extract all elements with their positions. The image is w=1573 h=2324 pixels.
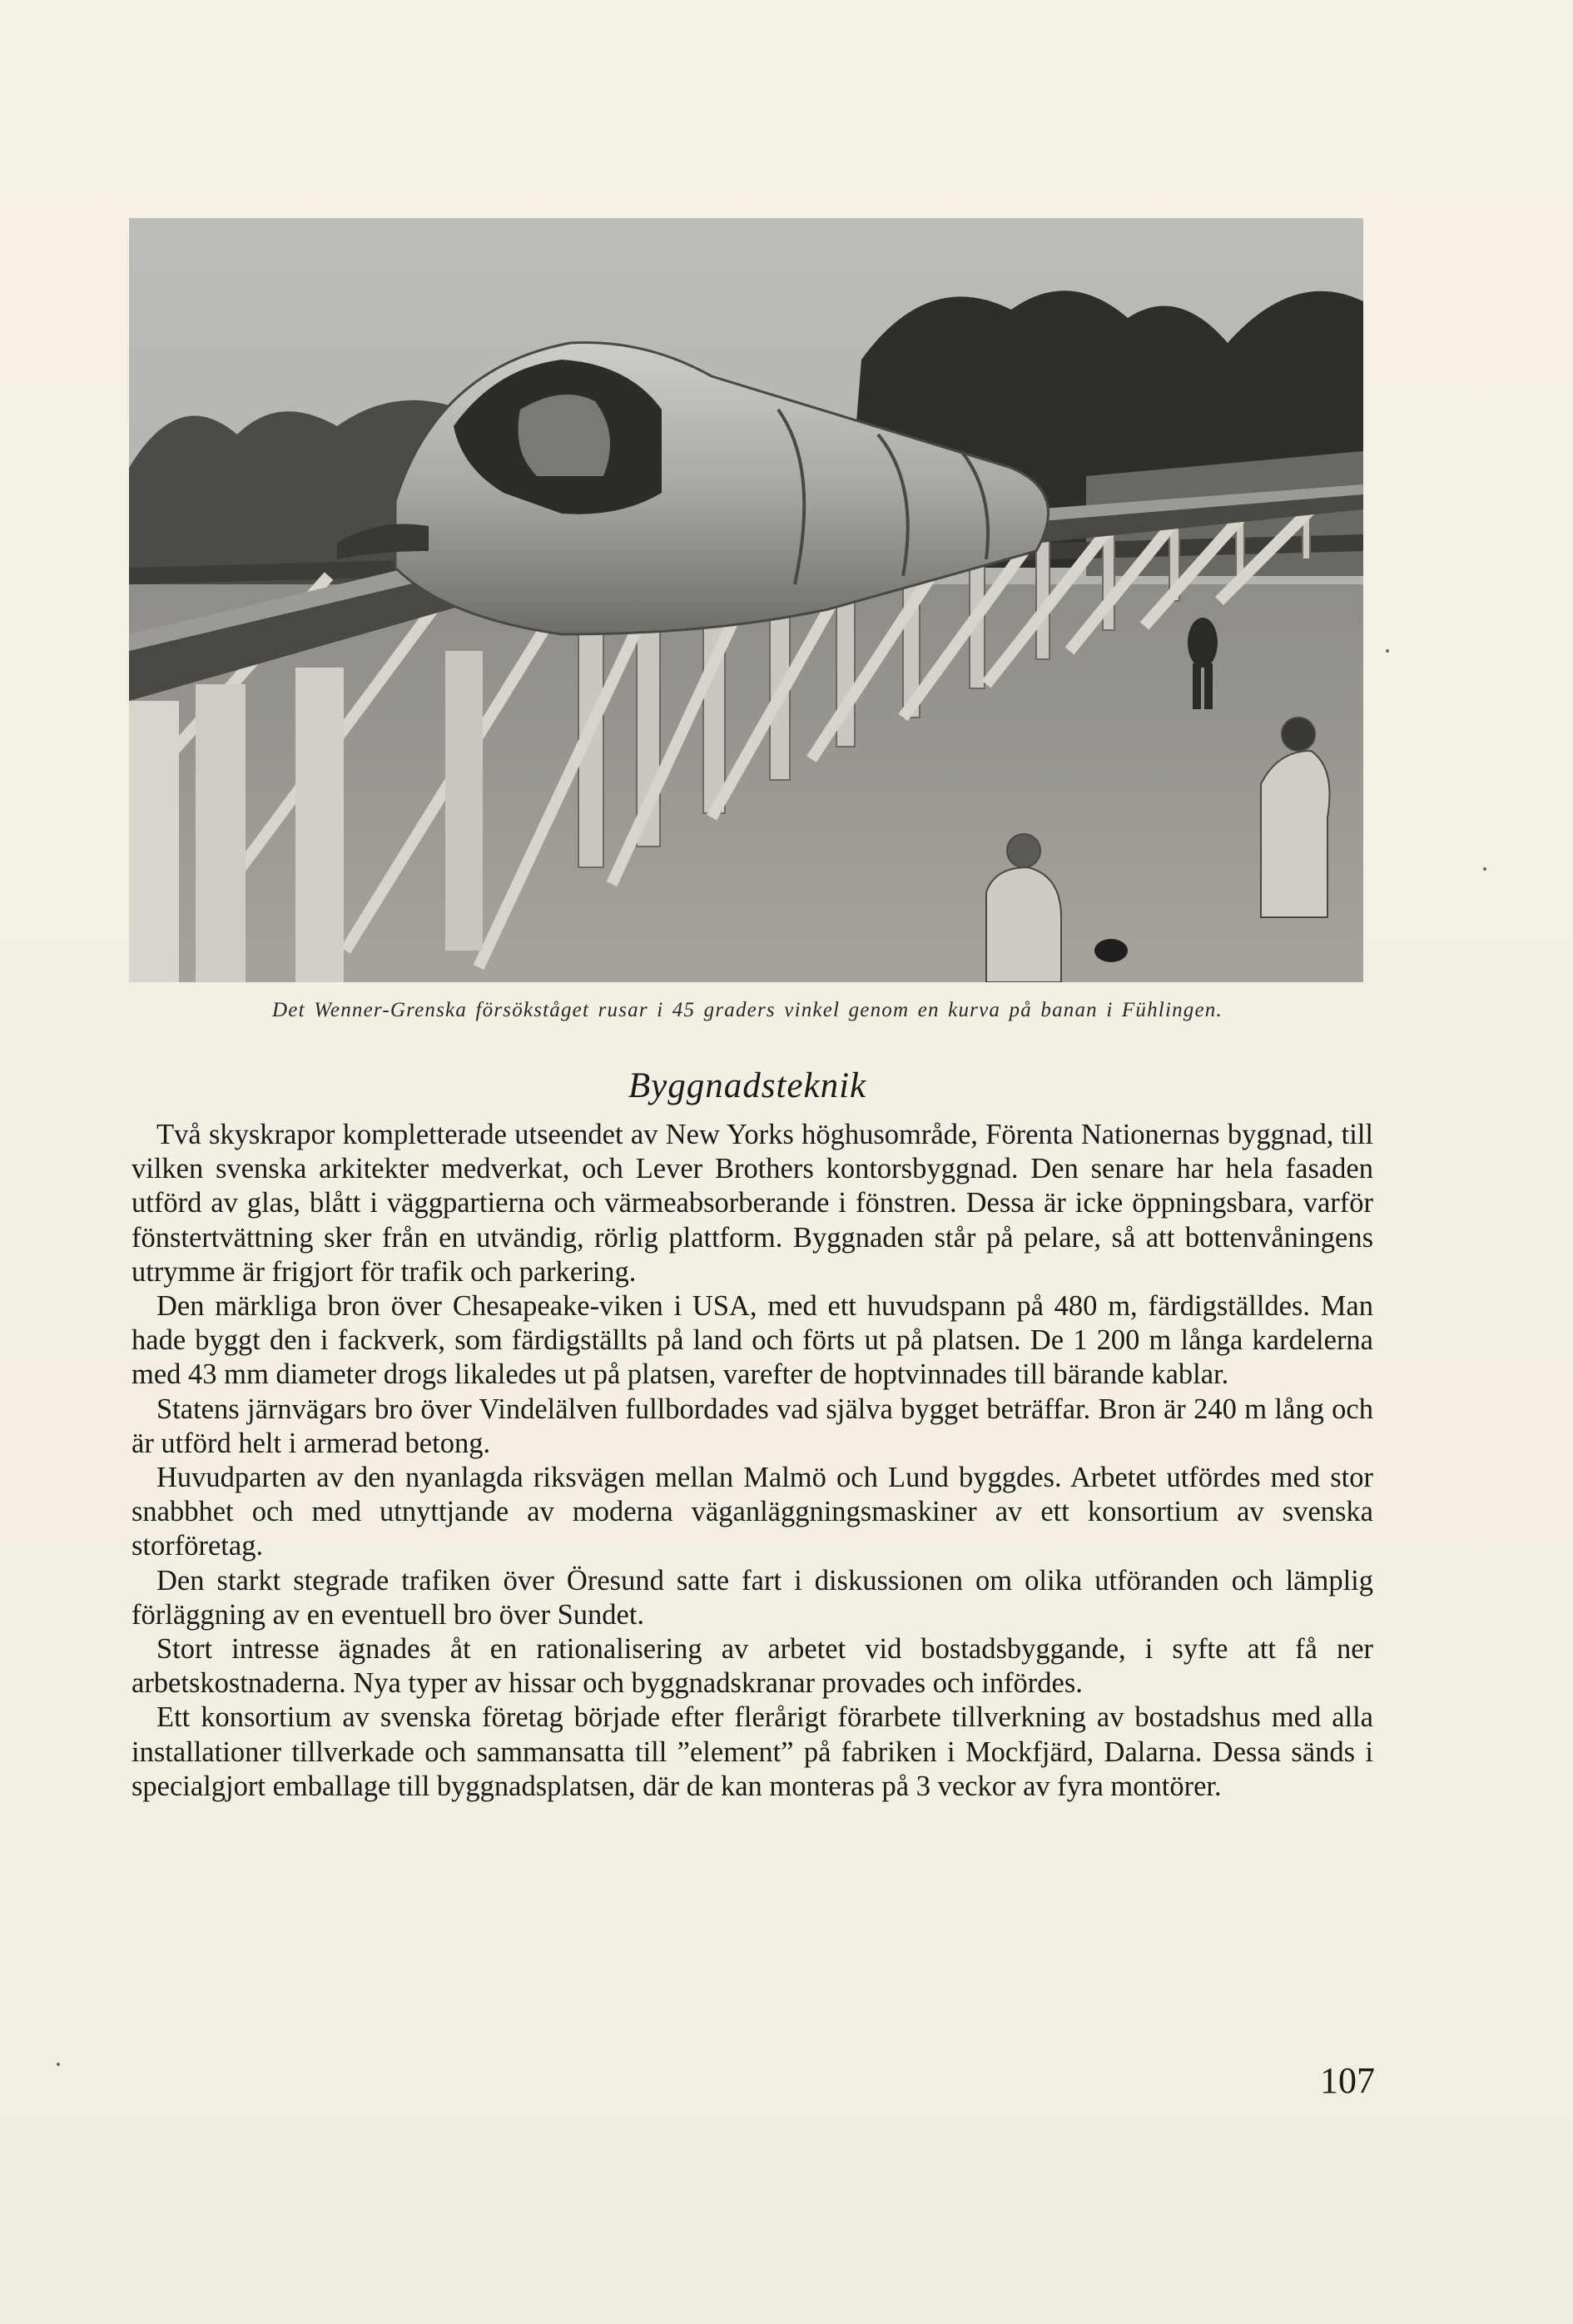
monorail-photo — [129, 218, 1363, 982]
paragraph: Den starkt stegrade trafiken över Öresund satte fart i diskussionen om olika utföranden och lämplig förläggning av en eventuell bro över Sundet. — [131, 1564, 1373, 1631]
paragraph: Stort intresse ägnades åt en rationalisering av arbetet vid bostadsbyggande, i syfte att få ner arbetskostnaderna. Nya typer av hissar och byggnadskranar provades och infördes. — [131, 1633, 1373, 1700]
paragraph: Två skyskrapor kompletterade utseendet av New Yorks höghusområde, Förenta Nationernas byggnad, till vilken svenska arkitekter medverkat, och Lever Brothers kontorsbyggnad. Den senare har hela fasaden utförd av glas, blått i väggpartierna och värmeabsorberande i fönstren. Dessa är icke öppningsbara, varför fönstertvättning sker från en utvändig, rörlig plattform. Byggnaden står på pelare, så att bottenvåningens utrymme är frigjort för trafik och parkering. — [131, 1119, 1373, 1288]
paragraph: Ett konsortium av svenska företag började efter flerårigt förarbete tillverkning av bostadshus med alla installationer tillverkade och sammansatta till ”element” på fabriken i Mockfjärd, Dalarna. Dessa sänds i specialgjort emballage till byggnadsplatsen, där de kan monteras på 3 veckor av fyra montörer. — [131, 1701, 1373, 1802]
paragraph: Statens järnvägars bro över Vindelälven fullbordades vad själva bygget beträffar. Bron är 240 m lång och är utförd helt i armerad betong. — [131, 1393, 1373, 1459]
photo-caption: Det Wenner-Grenska försökståget rusar i 45 graders vinkel genom en kurva på banan i Fühlingen. — [272, 999, 1223, 1021]
paragraph: Den märkliga bron över Chesapeake-viken i USA, med ett huvudspann på 480 m, färdigställdes. Man hade byggt den i fackverk, som färdigställts på land och förts ut på platsen. De 1 200 m långa kardelerna med 43 mm diameter drogs likaledes ut på platsen, varefter de hoptvinnades till bärande kablar. — [131, 1290, 1373, 1391]
page-number: 107 — [1320, 2060, 1375, 2101]
paper-speck — [1483, 867, 1486, 871]
paper-speck — [1386, 649, 1389, 653]
section-heading: Byggnadsteknik — [628, 1066, 867, 1105]
paragraph: Huvudparten av den nyanlagda riksvägen mellan Malmö och Lund byggdes. Arbetet utfördes med stor snabbhet och med utnyttjande av moderna väganläggningsmaskiner av ett konsortium av svenska storföretag. — [131, 1462, 1373, 1562]
paper-speck — [57, 2063, 60, 2066]
article-body — [131, 1118, 1373, 1804]
monorail-photo-icon — [129, 218, 1363, 982]
